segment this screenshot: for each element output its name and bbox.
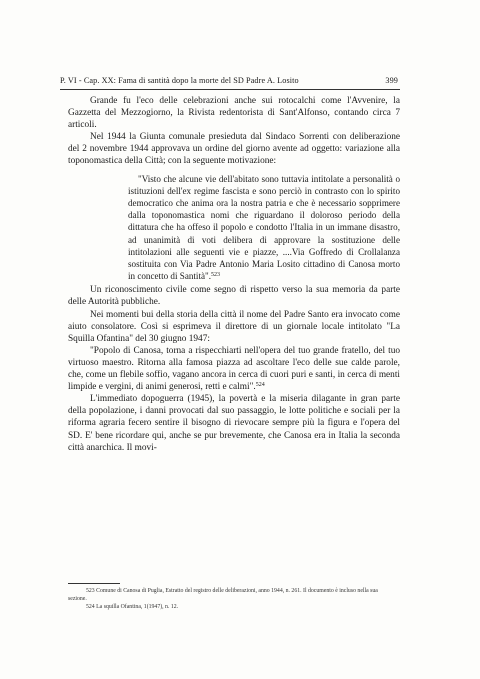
block-quote [68,173,400,283]
footnote-rule [68,583,120,584]
footnote: 523 Comune di Canosa di Puglia, Estratto del registro delle deliberazioni, anno 1944, n. 261. Il documento è incluso nella sua sezione. [68,588,378,602]
footnote: 524 La squilla Ofantina, 1(1947), n. 12. [86,604,179,610]
footnotes [68,587,388,611]
footnote-ref: 524 [255,382,265,389]
quote-text: "Visto che alcune vie dell'abitato sono tuttavia intitolate a personalità o istituzioni dell'ex regime fascista e sono perciò in contrasto con lo spirito democratico che anima ora la nostra patria e che è necessario sopprimere dalla toponomastica nomi che riguardano il doloroso periodo della dittatura che ha offeso il popolo e condotto l'Italia in un immane disastro, ad unanimità di voti delibera di approvare la sostituzione delle intitolazioni alle seguenti vie e piazze, ....Via Goffredo di Crollalanza sostituita con Via Padre Antonio Maria Losito cittadino di Canosa morto in concetto di Santità". [128,173,400,282]
header-rule [60,89,400,90]
body-text [68,95,400,454]
running-head-title: P. VI - Cap. XX: Fama di santità dopo la morte del SD Padre A. Losito [60,76,299,85]
page-number: 399 [385,76,398,85]
footnote-ref: 523 [211,272,221,279]
running-head [60,76,398,85]
paragraph: Nel 1944 la Giunta comunale presieduta dal Sindaco Sorrenti con deliberazione del 2 novembre 1944 approvava un ordine del giorno avente ad oggetto: variazione alla toponomastica della Città; con la seguente motivazione: [68,132,400,167]
paragraph: Un riconoscimento civile come segno di rispetto verso la sua memoria da parte delle Autorità pubbliche. [68,285,400,308]
paragraph: L'immediato dopoguerra (1945), la povertà e la miseria dilagante in gran parte della popolazione, i danni provocati dal suo passaggio, le lotte politiche e sociali per la riforma agraria fecero sentire il bisogno di rievocare sempre più la figura e l'opera del SD. E' bene ricordare qui, anche se pur brevemente, che Canosa era in Italia la seconda città anarchica. Il movi- [68,394,400,453]
paragraph: Grande fu l'eco delle celebrazioni anche sui rotocalchi come l'Avvenire, la Gazzetta del Mezzogiorno, la Rivista redentorista di Sant'Alfonso, contando circa 7 articoli. [68,96,400,131]
paragraph: "Popolo di Canosa, torna a rispecchiarti nell'opera del tuo grande fratello, del tuo virtuoso maestro. Ritorna alla famosa piazza ad ascoltare l'eco delle sue calde parole, che, come un flebile soffio, vagano ancora in cerca di cuori puri e santi, in cerca di menti limpide e vergini, di animi generosi, retti e calmi". [68,345,400,393]
paragraph: Nei momenti bui della storia della città il nome del Padre Santo era invocato come aiuto consolatore. Così si esprimeva il direttore di un giornale locale intitolato "La Squilla Ofantina" del 30 giugno 1947: [68,309,400,344]
